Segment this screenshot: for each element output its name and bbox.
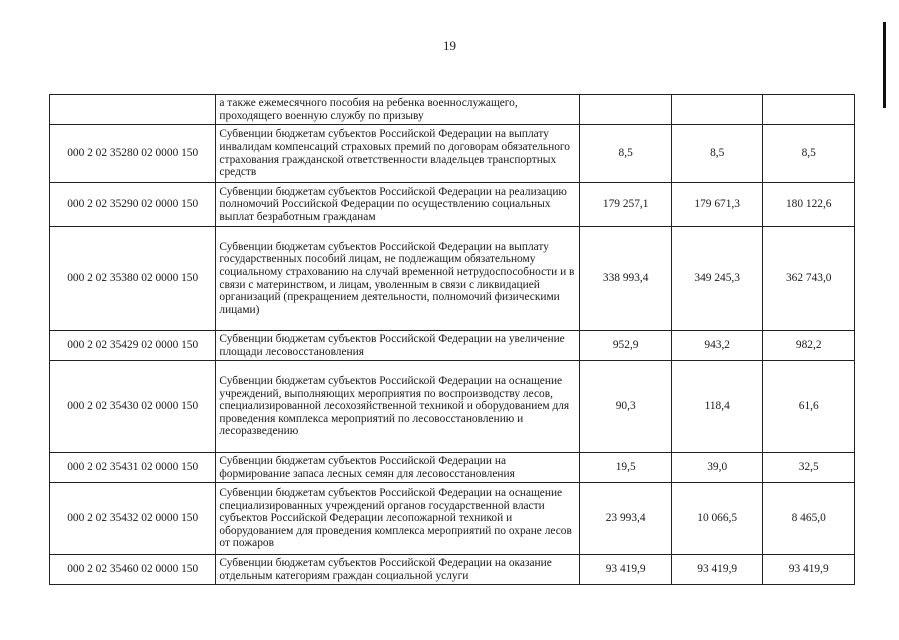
row-value-year-2: 943,2 xyxy=(671,331,763,361)
table-row xyxy=(50,331,855,361)
row-value-year-2: 349 245,3 xyxy=(671,227,763,331)
row-value-year-3: 32,5 xyxy=(763,453,855,483)
row-value-year-1: 19,5 xyxy=(580,453,672,483)
row-description xyxy=(216,227,580,331)
row-value-year-2: 179 671,3 xyxy=(671,183,763,227)
row-code: 000 2 02 35460 02 0000 150 xyxy=(50,555,216,585)
row-description xyxy=(216,361,580,453)
row-description-text: Субвенции бюджетам субъектов Российской Федерации на выплату государственных пособий лицам, не подлежащим обязательному социальному страхованию на случай временной нетрудоспособности и в связи с материнством, и лицам, уволенным в связи с ликвидацией организаций (прекращением деятельности, полномочий физическими лицами) xyxy=(219,240,575,316)
row-value-year-1: 179 257,1 xyxy=(580,183,672,227)
row-code: 000 2 02 35280 02 0000 150 xyxy=(50,125,216,183)
table-row xyxy=(50,183,855,227)
row-value-year-3: 8 465,0 xyxy=(763,483,855,555)
row-value-year-3: 8,5 xyxy=(763,125,855,183)
row-value-year-3: 982,2 xyxy=(763,331,855,361)
row-description-text: Субвенции бюджетам субъектов Российской Федерации на оснащение специализированных учреждений органов государственной власти субъектов Российской Федерации лесопожарной техникой и оборудованием для проведения комплекса мероприятий по охране лесов от пожаров xyxy=(219,487,572,550)
row-description-text: Субвенции бюджетам субъектов Российской Федерации на выплату инвалидам компенсаций страховых премий по договорам обязательного страхования гражданской ответственности владельцев транспортных средств xyxy=(219,128,570,179)
row-value-year-1: 93 419,9 xyxy=(580,555,672,585)
page-number: 19 xyxy=(443,38,456,53)
row-value-year-2: 8,5 xyxy=(671,125,763,183)
row-description-text: Субвенции бюджетам субъектов Российской Федерации на увеличение площади лесовосстановления xyxy=(219,332,565,358)
table-row xyxy=(50,125,855,183)
row-value-year-1: 90,3 xyxy=(580,361,672,453)
row-code: 000 2 02 35430 02 0000 150 xyxy=(50,361,216,453)
scan-edge-mark xyxy=(883,22,886,108)
row-description xyxy=(216,555,580,585)
row-description xyxy=(216,95,580,125)
row-value-year-3: 61,6 xyxy=(763,361,855,453)
row-code xyxy=(50,95,216,125)
row-value-year-2: 93 419,9 xyxy=(671,555,763,585)
row-description-text: а также ежемесячного пособия на ребенка военнослужащего, проходящего военную службу по призыву xyxy=(219,96,518,122)
table-row xyxy=(50,95,855,125)
table-row xyxy=(50,227,855,331)
row-code: 000 2 02 35380 02 0000 150 xyxy=(50,227,216,331)
table-row xyxy=(50,453,855,483)
row-value-year-3 xyxy=(763,95,855,125)
row-description-text: Субвенции бюджетам субъектов Российской Федерации на формирование запаса лесных семян для лесовосстановления xyxy=(219,454,515,480)
row-value-year-2: 118,4 xyxy=(671,361,763,453)
row-code: 000 2 02 35290 02 0000 150 xyxy=(50,183,216,227)
row-description-text: Субвенции бюджетам субъектов Российской Федерации на реализацию полномочий Российской Федерации по осуществлению социальных выплат безработным гражданам xyxy=(219,185,567,223)
table-row xyxy=(50,361,855,453)
table-row xyxy=(50,555,855,585)
row-description xyxy=(216,453,580,483)
row-code: 000 2 02 35432 02 0000 150 xyxy=(50,483,216,555)
row-description xyxy=(216,483,580,555)
row-description xyxy=(216,125,580,183)
row-code: 000 2 02 35431 02 0000 150 xyxy=(50,453,216,483)
row-value-year-1 xyxy=(580,95,672,125)
row-value-year-3: 362 743,0 xyxy=(763,227,855,331)
row-value-year-2: 39,0 xyxy=(671,453,763,483)
row-value-year-1: 338 993,4 xyxy=(580,227,672,331)
row-description xyxy=(216,331,580,361)
row-value-year-2 xyxy=(671,95,763,125)
table-row xyxy=(50,483,855,555)
row-value-year-1: 952,9 xyxy=(580,331,672,361)
row-value-year-2: 10 066,5 xyxy=(671,483,763,555)
budget-table xyxy=(49,94,855,585)
row-value-year-1: 8,5 xyxy=(580,125,672,183)
row-description-text: Субвенции бюджетам субъектов Российской Федерации на оснащение учреждений, выполняющих мероприятия по воспроизводству лесов, специализированной лесохозяйственной техникой и оборудованием для проведения комплекса мероприятий по лесовосстановлению и лесоразведению xyxy=(219,375,570,438)
row-code: 000 2 02 35429 02 0000 150 xyxy=(50,331,216,361)
row-description-text: Субвенции бюджетам субъектов Российской Федерации на оказание отдельным категориям граждан социальной услуги xyxy=(219,556,552,582)
row-value-year-3: 93 419,9 xyxy=(763,555,855,585)
row-value-year-1: 23 993,4 xyxy=(580,483,672,555)
row-description xyxy=(216,183,580,227)
row-value-year-3: 180 122,6 xyxy=(763,183,855,227)
